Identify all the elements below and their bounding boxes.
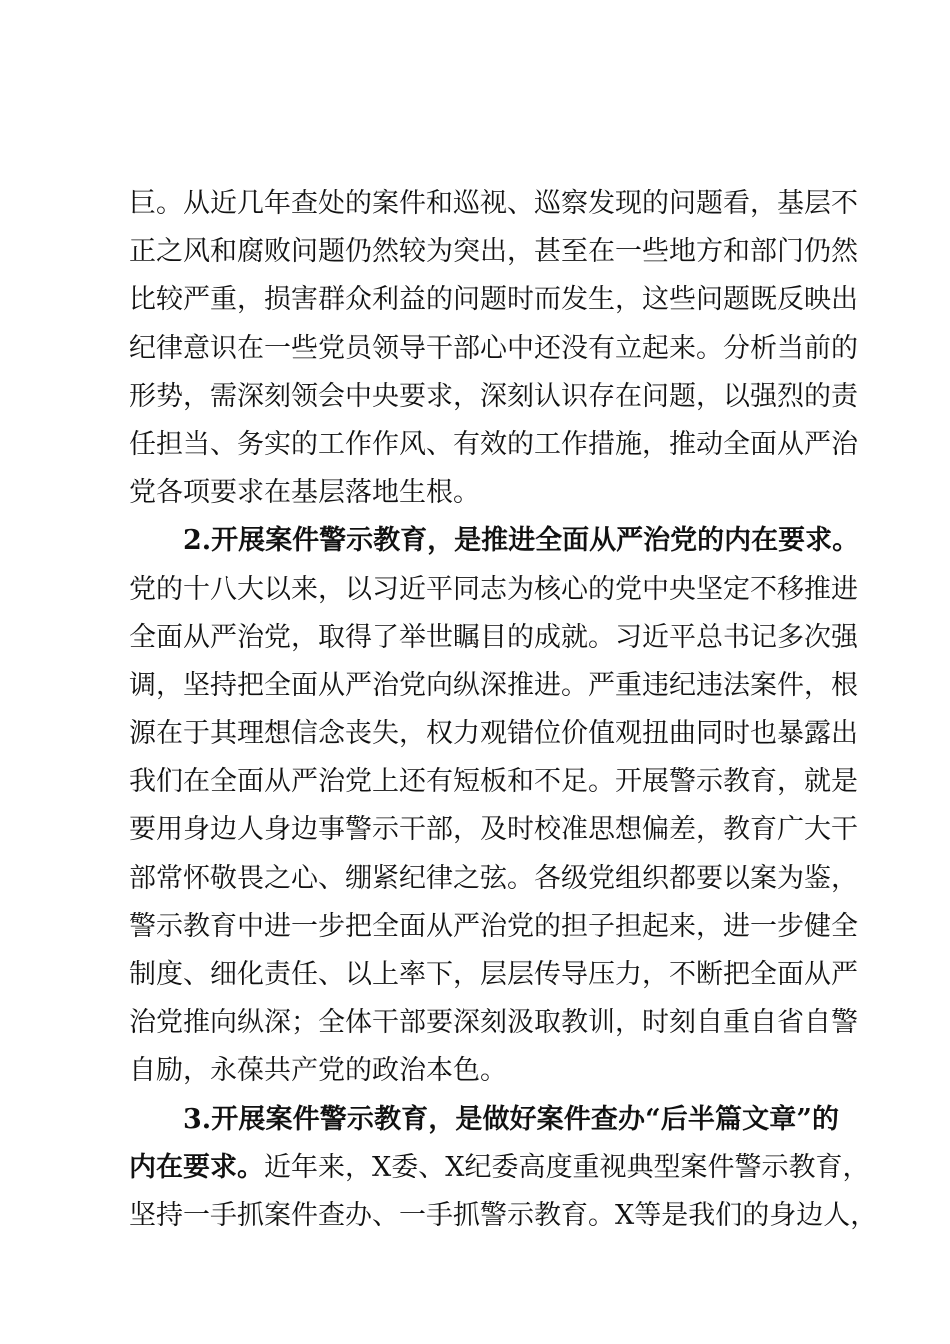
section-3-heading-end: 内在要求。 — [129, 1151, 264, 1183]
paragraph-2-line-6: 要用身边人身边事警示干部，及时校准思想偏差，教育广大干 — [129, 814, 858, 846]
paragraph-2-line-8: 警示教育中进一步把全面从严治党的担子担起来，进一步健全 — [129, 910, 858, 942]
paragraph-1-line-6: 任担当、务实的工作作风、有效的工作措施，推动全面从严治 — [129, 428, 858, 460]
paragraph-1-line-7: 党各项要求在基层落地生根。 — [129, 477, 480, 509]
paragraph-1-line-3: 比较严重，损害群众利益的问题时而发生，这些问题既反映出 — [129, 284, 858, 316]
paragraph-1-line-4: 纪律意识在一些党员领导干部心中还没有立起来。分析当前的 — [129, 332, 858, 364]
paragraph-2-line-9: 制度、细化责任、以上率下，层层传导压力，不断把全面从严 — [129, 959, 858, 990]
paragraph-2-line-11: 自励，永葆共产党的政治本色。 — [129, 1055, 507, 1087]
paragraph-2-line-7: 部常怀敬畏之心、绷紧纪律之弦。各级党组织都要以案为鉴， — [129, 862, 858, 894]
paragraph-3-line-1-text: 近年来，X委、X纪委高度重视典型案件警示教育， — [264, 1151, 870, 1183]
section-2-heading: 2.开展案件警示教育，是推进全面从严治党的内在要求。 — [183, 525, 860, 557]
paragraph-2-line-1: 党的十八大以来，以习近平同志为核心的党中央坚定不移推进 — [129, 573, 858, 605]
paragraph-2-line-10: 治党推向纵深；全体干部要深刻汲取教训，时刻自重自省自警 — [129, 1007, 858, 1039]
document-body — [129, 180, 878, 1240]
paragraph-3-line-1 — [129, 1144, 870, 1192]
paragraph-2-line-4: 源在于其理想信念丧失，权力观错位价值观扭曲同时也暴露出 — [129, 718, 858, 750]
paragraph-2-line-3: 调，坚持把全面从严治党向纵深推进。严重违纪违法案件，根 — [129, 669, 858, 701]
paragraph-1-line-2: 正之风和腐败问题仍然较为突出，甚至在一些地方和部门仍然 — [129, 236, 858, 268]
paragraph-1-line-1: 巨。从近几年查处的案件和巡视、巡察发现的问题看，基层不 — [129, 188, 858, 219]
section-3-heading: 3.开展案件警示教育，是做好案件查办“后半篇文章”的 — [183, 1103, 839, 1135]
paragraph-2-line-2: 全面从严治党，取得了举世瞩目的成就。习近平总书记多次强 — [129, 621, 858, 653]
paragraph-3-line-2: 坚持一手抓案件查办、一手抓警示教育。X等是我们的身边人， — [129, 1199, 878, 1231]
paragraph-1-line-5: 形势，需深刻领会中央要求，深刻认识存在问题，以强烈的责 — [129, 380, 858, 412]
paragraph-2-line-5: 我们在全面从严治党上还有短板和不足。开展警示教育，就是 — [129, 766, 858, 798]
